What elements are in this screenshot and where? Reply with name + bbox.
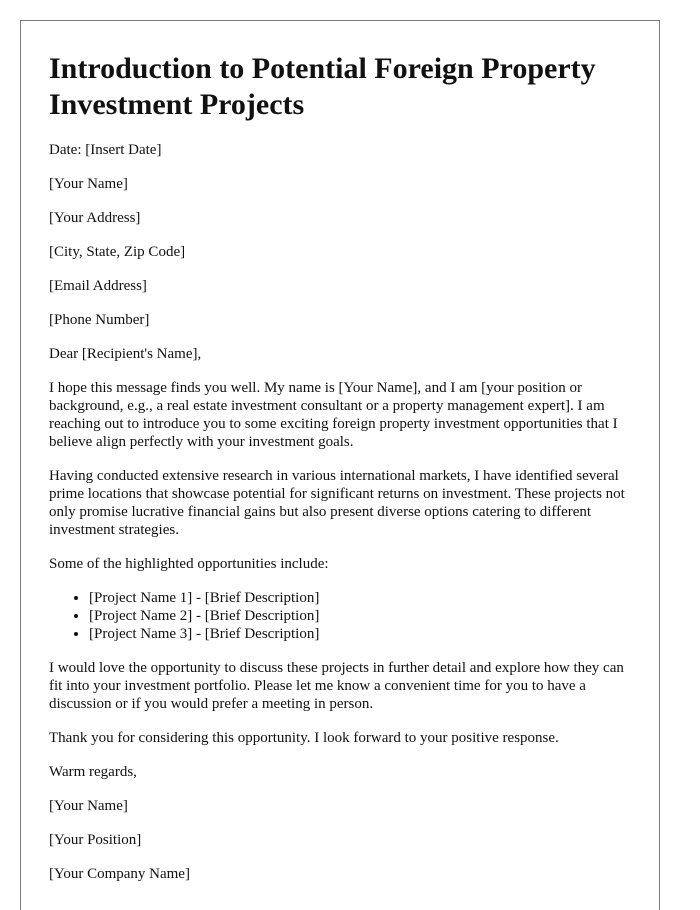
- signature-position: [Your Position]: [49, 832, 142, 848]
- highlights-lead: Some of the highlighted opportunities include:: [49, 556, 329, 572]
- sender-name: [Your Name]: [49, 176, 128, 192]
- closing: Warm regards,: [49, 764, 137, 780]
- sender-address: [Your Address]: [49, 210, 141, 226]
- sender-phone: [Phone Number]: [49, 312, 150, 328]
- thanks-paragraph: Thank you for considering this opportunity. I look forward to your positive response.: [49, 730, 559, 746]
- project-list: [49, 589, 631, 643]
- signature-name: [Your Name]: [49, 798, 128, 814]
- discussion-paragraph: I would love the opportunity to discuss these projects in further detail and explore how they can fit into your investment portfolio. Please let me know a convenient time for you to have a discussion or if you would prefer a meeting in person.: [49, 660, 624, 712]
- list-item: • [Project Name 3] - [Brief Description]: [89, 625, 631, 643]
- signature-company: [Your Company Name]: [49, 866, 190, 882]
- letter-page: [20, 20, 660, 910]
- letter-title: Introduction to Potential Foreign Property Investment Projects: [49, 52, 596, 121]
- sender-city-state-zip: [City, State, Zip Code]: [49, 244, 186, 260]
- list-item: • [Project Name 2] - [Brief Description]: [89, 607, 631, 625]
- date-line: Date: [Insert Date]: [49, 142, 162, 158]
- sender-email: [Email Address]: [49, 278, 147, 294]
- intro-paragraph: I hope this message finds you well. My name is [Your Name], and I am [your position or background, e.g., a real estate investment consultant or a property management expert]. I am reaching out to introduce you to some exciting foreign property investment opportunities that I believe align perfectly with your investment goals.: [49, 380, 618, 450]
- salutation: Dear [Recipient's Name],: [49, 346, 202, 362]
- list-item: • [Project Name 1] - [Brief Description]: [89, 589, 631, 607]
- research-paragraph: Having conducted extensive research in various international markets, I have identified several prime locations that showcase potential for significant returns on investment. These projects not only promise lucrative financial gains but also present diverse options catering to different investment strategies.: [49, 468, 625, 538]
